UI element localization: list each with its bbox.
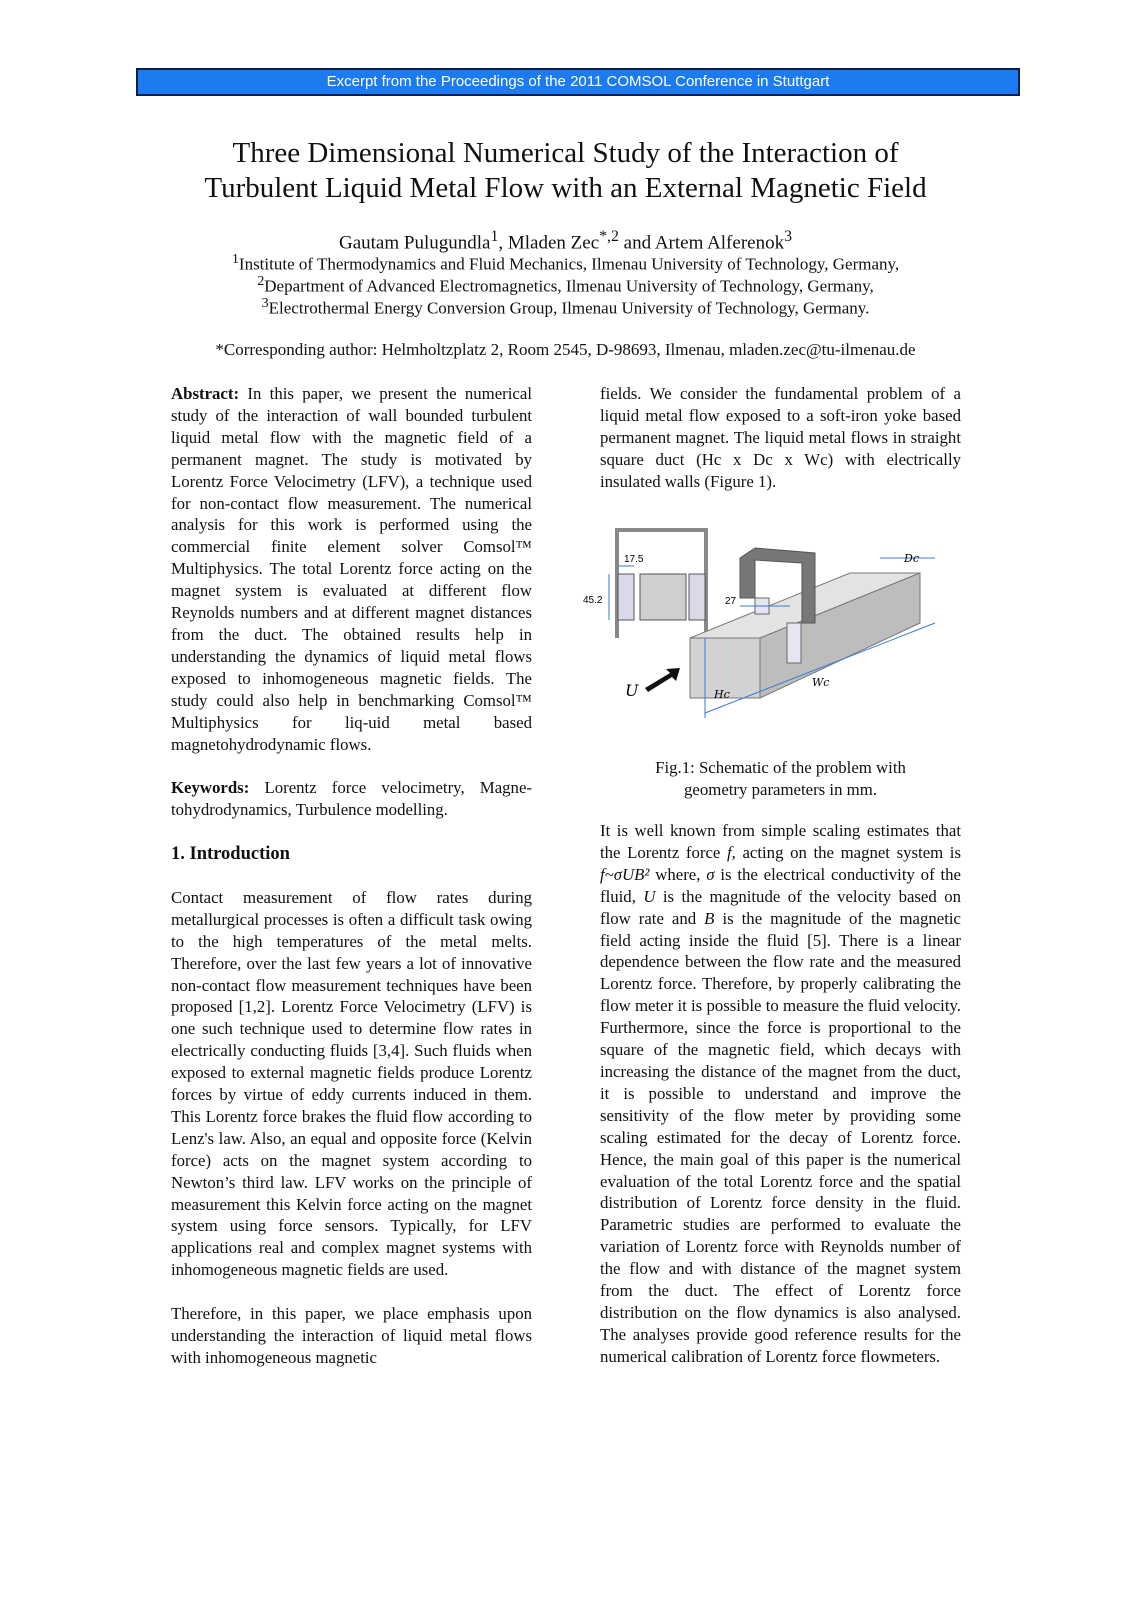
right-column-top	[600, 383, 961, 514]
corresponding-author: *Corresponding author: Helmholtzplatz 2, Room 2545, D-98693, Ilmenau, mladen.zec@tu-ilmenau.de	[215, 340, 916, 359]
affiliation-2-sup: 2	[257, 273, 265, 289]
abstract	[171, 383, 532, 755]
affiliation-2-text: Department of Advanced Electromagnetics, Ilmenau University of Technology, Germany,	[264, 276, 874, 296]
caption-line-1: Fig.1: Schematic of the problem with	[655, 758, 906, 777]
rp2-text-6: is the magnitude of the magnetic field acting inside the fluid [5]. There is a linear dependence between the flow rate and the measured Lorentz force. Therefore, by properly calibrating the flow meter it is possible to measure the fluid velocity. Furthermore, since the force is proportional to the square of the magnetic field, which decays with increasing the distance of the magnet from the duct, it is possible to understand and improve the sensitivity of the flow meter by providing some scaling estimated for the decay of Lorentz force. Hence, the main goal of this paper is the numerical evaluation of the total Lorentz force and the spatial distribution of Lorentz force density in the fluid. Parametric studies are performed to evaluate the variation of Lorentz force with Reynolds number of the flow and with distance of the magnet system from the duct. The effect of Lorentz force distribution on the flow dynamics is also analysed. The analyses provide good reference results for the numerical calibration of Lorentz force flowmeters.	[600, 908, 961, 1366]
keywords-label: Keywords:	[171, 778, 250, 798]
formula-lorentz-scaling: f~σUB²	[600, 864, 650, 884]
author-2-affil: *,2	[599, 228, 619, 245]
symbol-u: U	[643, 886, 656, 906]
rp2-text-1: It is well known from simple scaling estimates that the Lorentz force	[600, 821, 961, 862]
symbol-b: B	[704, 908, 715, 928]
dim-label-hc: Hc	[714, 688, 730, 701]
author-3: Artem Alferenok	[654, 232, 785, 254]
right-paragraph-2	[600, 820, 961, 1368]
figure-1-schematic	[583, 528, 970, 738]
keywords-text: Lorentz force velocimetry, Magne-tohydrodynamics, Turbulence modelling.	[171, 778, 532, 820]
right-column-bottom	[600, 820, 961, 1390]
keywords	[171, 777, 532, 821]
magnet-right	[787, 623, 801, 663]
dim-label-dc: Dc	[904, 552, 919, 565]
inset-magnet-right	[689, 574, 705, 620]
flow-arrow-icon	[645, 668, 680, 692]
intro-paragraph-2: Therefore, in this paper, we place emphasis upon understanding the interaction of liquid metal flows with inhomogeneous magnetic	[171, 1304, 532, 1367]
inset-magnet-left	[618, 574, 634, 620]
figure-1-caption	[600, 757, 961, 801]
dim-label-wc: Wc	[812, 676, 830, 689]
affiliation-3-sup: 3	[261, 295, 269, 311]
rp2-text-5: is the magnitude of the velocity based on flow rate and	[600, 886, 961, 928]
symbol-f: f	[726, 842, 732, 862]
flow-velocity-label: U	[625, 681, 639, 700]
dim-label-175: 17.5	[624, 554, 644, 565]
caption-line-2: geometry parameters in mm.	[684, 779, 877, 799]
left-column	[171, 383, 532, 1391]
affiliation-1-text: Institute of Thermodynamics and Fluid Mechanics, Ilmenau University of Technology, Germany,	[238, 254, 900, 274]
title-line-2: Turbulent Liquid Metal Flow with an External Magnetic Field	[204, 172, 927, 204]
right-paragraph-1: fields. We consider the fundamental problem of a liquid metal flow exposed to a soft-iron yoke based permanent magnet. The liquid metal flows in straight square duct (Hc x Dc x Wc) with electrically insulated walls (Figure 1).	[600, 384, 961, 491]
author-2: Mladen Zec	[507, 232, 600, 254]
rp2-text-2: , acting on the magnet system is	[731, 842, 961, 862]
abstract-text: In this paper, we present the numerical study of the interaction of wall bounded turbulent liquid metal flow with the magnetic field of a permanent magnet. The study is motivated by Lorentz Force Velocimetry (LFV), a technique used for non-contact flow measurement. The numerical analysis for this work is performed using the commercial finite element solver Comsol™ Multiphysics. The total Lorentz force acting on the magnet system is evaluated at different flow Reynolds numbers and at different magnet distances from the duct. The obtained results help in understanding the dynamics of liquid metal flows exposed to inhomogeneous magnetic fields. The study could also help in benchmarking Comsol™ Multiphysics for liq-uid metal based magnetohydrodynamic flows.	[171, 384, 532, 754]
author-sep-2: and	[618, 232, 655, 254]
abstract-label: Abstract:	[171, 384, 240, 403]
author-1: Gautam Pulugundla	[338, 232, 491, 254]
rp2-text-3: where,	[649, 864, 707, 884]
inset-duct	[640, 574, 686, 620]
affiliation-1-sup: 1	[231, 251, 239, 267]
title-line-1: Three Dimensional Numerical Study of the Interaction of	[232, 137, 899, 169]
author-3-affil: 3	[784, 228, 792, 245]
paper-title	[100, 136, 1031, 206]
author-1-affil: 1	[490, 228, 499, 245]
affiliation-3	[100, 293, 1031, 319]
section-heading-introduction: 1. Introduction	[171, 844, 290, 864]
dim-label-452: 45.2	[583, 595, 603, 606]
symbol-sigma: σ	[706, 864, 715, 884]
rp2-text-4: is the electrical conductivity of the fluid,	[600, 864, 961, 906]
dim-label-27: 27	[725, 596, 737, 607]
conference-banner: Excerpt from the Proceedings of the 2011 COMSOL Conference in Stuttgart	[136, 68, 1020, 96]
author-sep-1: ,	[498, 232, 508, 254]
affiliation-3-text: Electrothermal Energy Conversion Group, Ilmenau University of Technology, Germany.	[268, 298, 870, 318]
intro-paragraph-1: Contact measurement of flow rates during metallurgical processes is often a difficult task owing to the high temperatures of the metal melts. Therefore, over the last few years a lot of innovative non-contact flow measurement techniques have been proposed [1,2]. Lorentz Force Velocimetry (LFV) is one such technique used to determine flow rates in electrically conducting fluids [3,4]. Such fluids when exposed to external magnetic fields produce Lorentz forces by virtue of eddy currents induced in them. This Lorentz force brakes the fluid flow according to Lenz's law. Also, an equal and opposite force (Kelvin force) acts on the magnet system according to Newton’s third law. LFV works on the principle of measurement this Kelvin force acting on the magnet system using force sensors. Typically, for LFV applications real and complex magnet systems with inhomogeneous magnetic fields are used.	[171, 887, 532, 1280]
